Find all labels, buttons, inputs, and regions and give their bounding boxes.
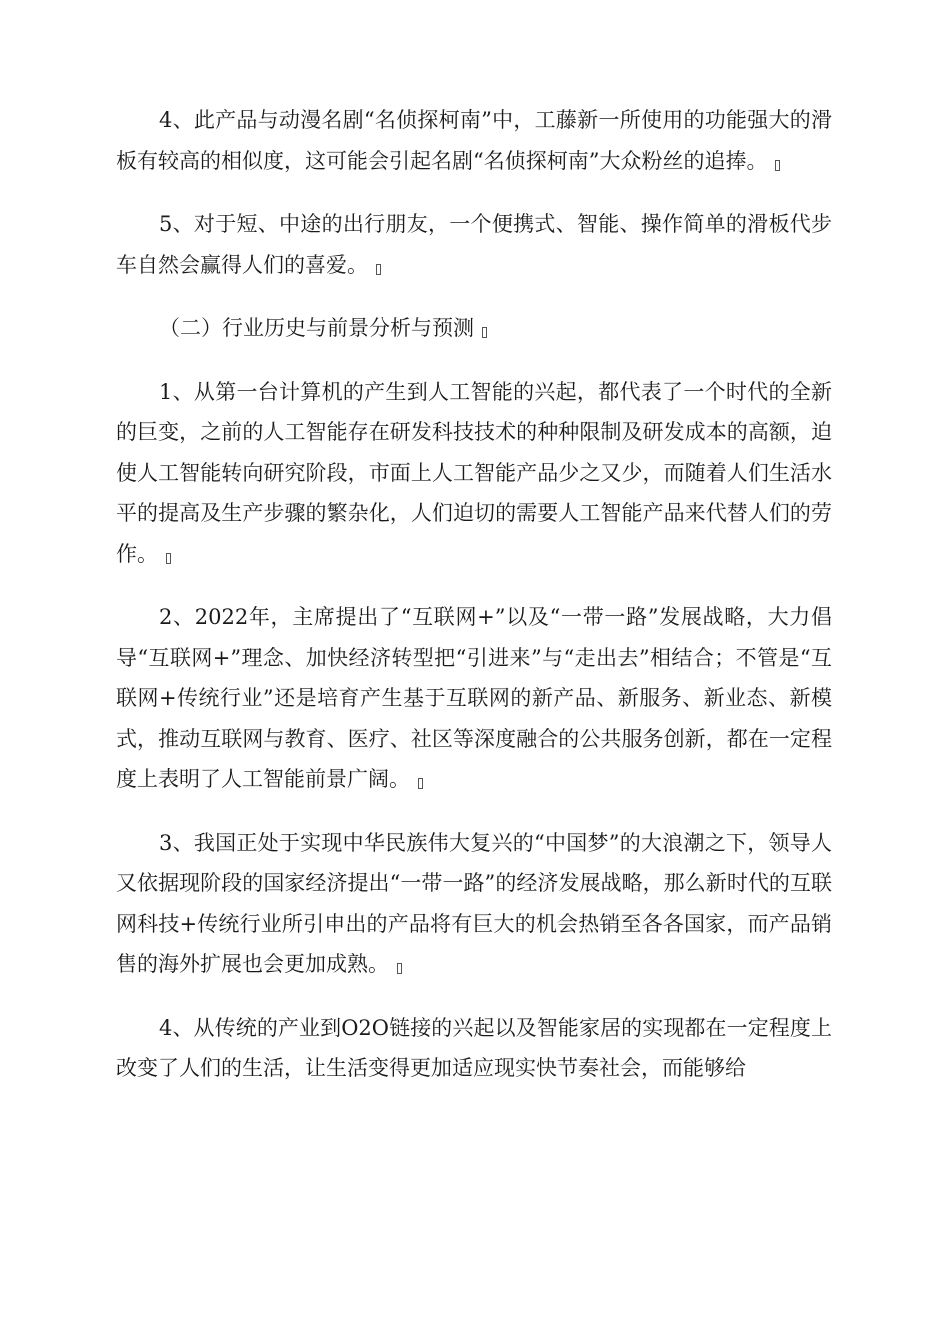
section-heading — [116, 308, 832, 349]
paragraph-text: 4、从传统的产业到O2O链接的兴起以及智能家居的实现都在一定程度上改变了人们的生活，让生活变得更加适应现实快节奏社会，而能够给 — [116, 1015, 832, 1080]
paragraph-mark-icon — [418, 778, 423, 789]
paragraph-text: 4、此产品与动漫名剧“名侦探柯南”中，工藤新一所使用的功能强大的滑板有较高的相似度，这可能会引起名剧“名侦探柯南”大众粉丝的追捧。 — [116, 108, 832, 173]
paragraph-mark-icon — [482, 327, 487, 338]
paragraph-skateboard-conan — [116, 100, 832, 181]
paragraph-ai-history — [116, 372, 832, 575]
paragraph-mark-icon — [397, 963, 402, 974]
paragraph-text: 2、2022年，主席提出了“互联网+”以及“一带一路”发展战略，大力倡导“互联网+”理念、加快经济转型把“引进来”与“走出去”相结合；不管是“互联网+传统行业”还是培育产生基于互联网的新产品、新服务、新业态、新模式，推动互联网与教育、医疗、社区等深度融合的公共服务创新，都在一定程度上表明了人工智能前景广阔。 — [116, 605, 832, 791]
paragraph-text: 1、从第一台计算机的产生到人工智能的兴起，都代表了一个时代的全新的巨变，之前的人工智能存在研发科技技术的种种限制及研发成本的高额，迫使人工智能转向研究阶段，市面上人工智能产品少之又少，而随着人们生活水平的提高及生产步骤的繁杂化，人们迫切的需要人工智能产品来代替人们的劳作。 — [116, 379, 832, 566]
paragraph-mark-icon — [376, 264, 381, 275]
paragraph-china-dream — [116, 823, 832, 985]
paragraph-o2o — [116, 1008, 832, 1089]
heading-text: （二）行业历史与前景分析与预测 — [159, 316, 474, 340]
paragraph-text: 5、对于短、中途的出行朋友，一个便携式、智能、操作简单的滑板代步车自然会赢得人们的喜爱。 — [116, 212, 832, 277]
paragraph-mark-icon — [775, 160, 780, 171]
paragraph-short-trip — [116, 204, 832, 285]
paragraph-internet-plus — [116, 597, 832, 800]
paragraph-mark-icon — [166, 553, 171, 564]
paragraph-text: 3、我国正处于实现中华民族伟大复兴的“中国梦”的大浪潮之下，领导人又依据现阶段的国家经济提出“一带一路”的经济发展战略，那么新时代的互联网科技+传统行业所引申出的产品将有巨大的机会热销至各各国家，而产品销售的海外扩展也会更加成熟。 — [116, 830, 832, 976]
